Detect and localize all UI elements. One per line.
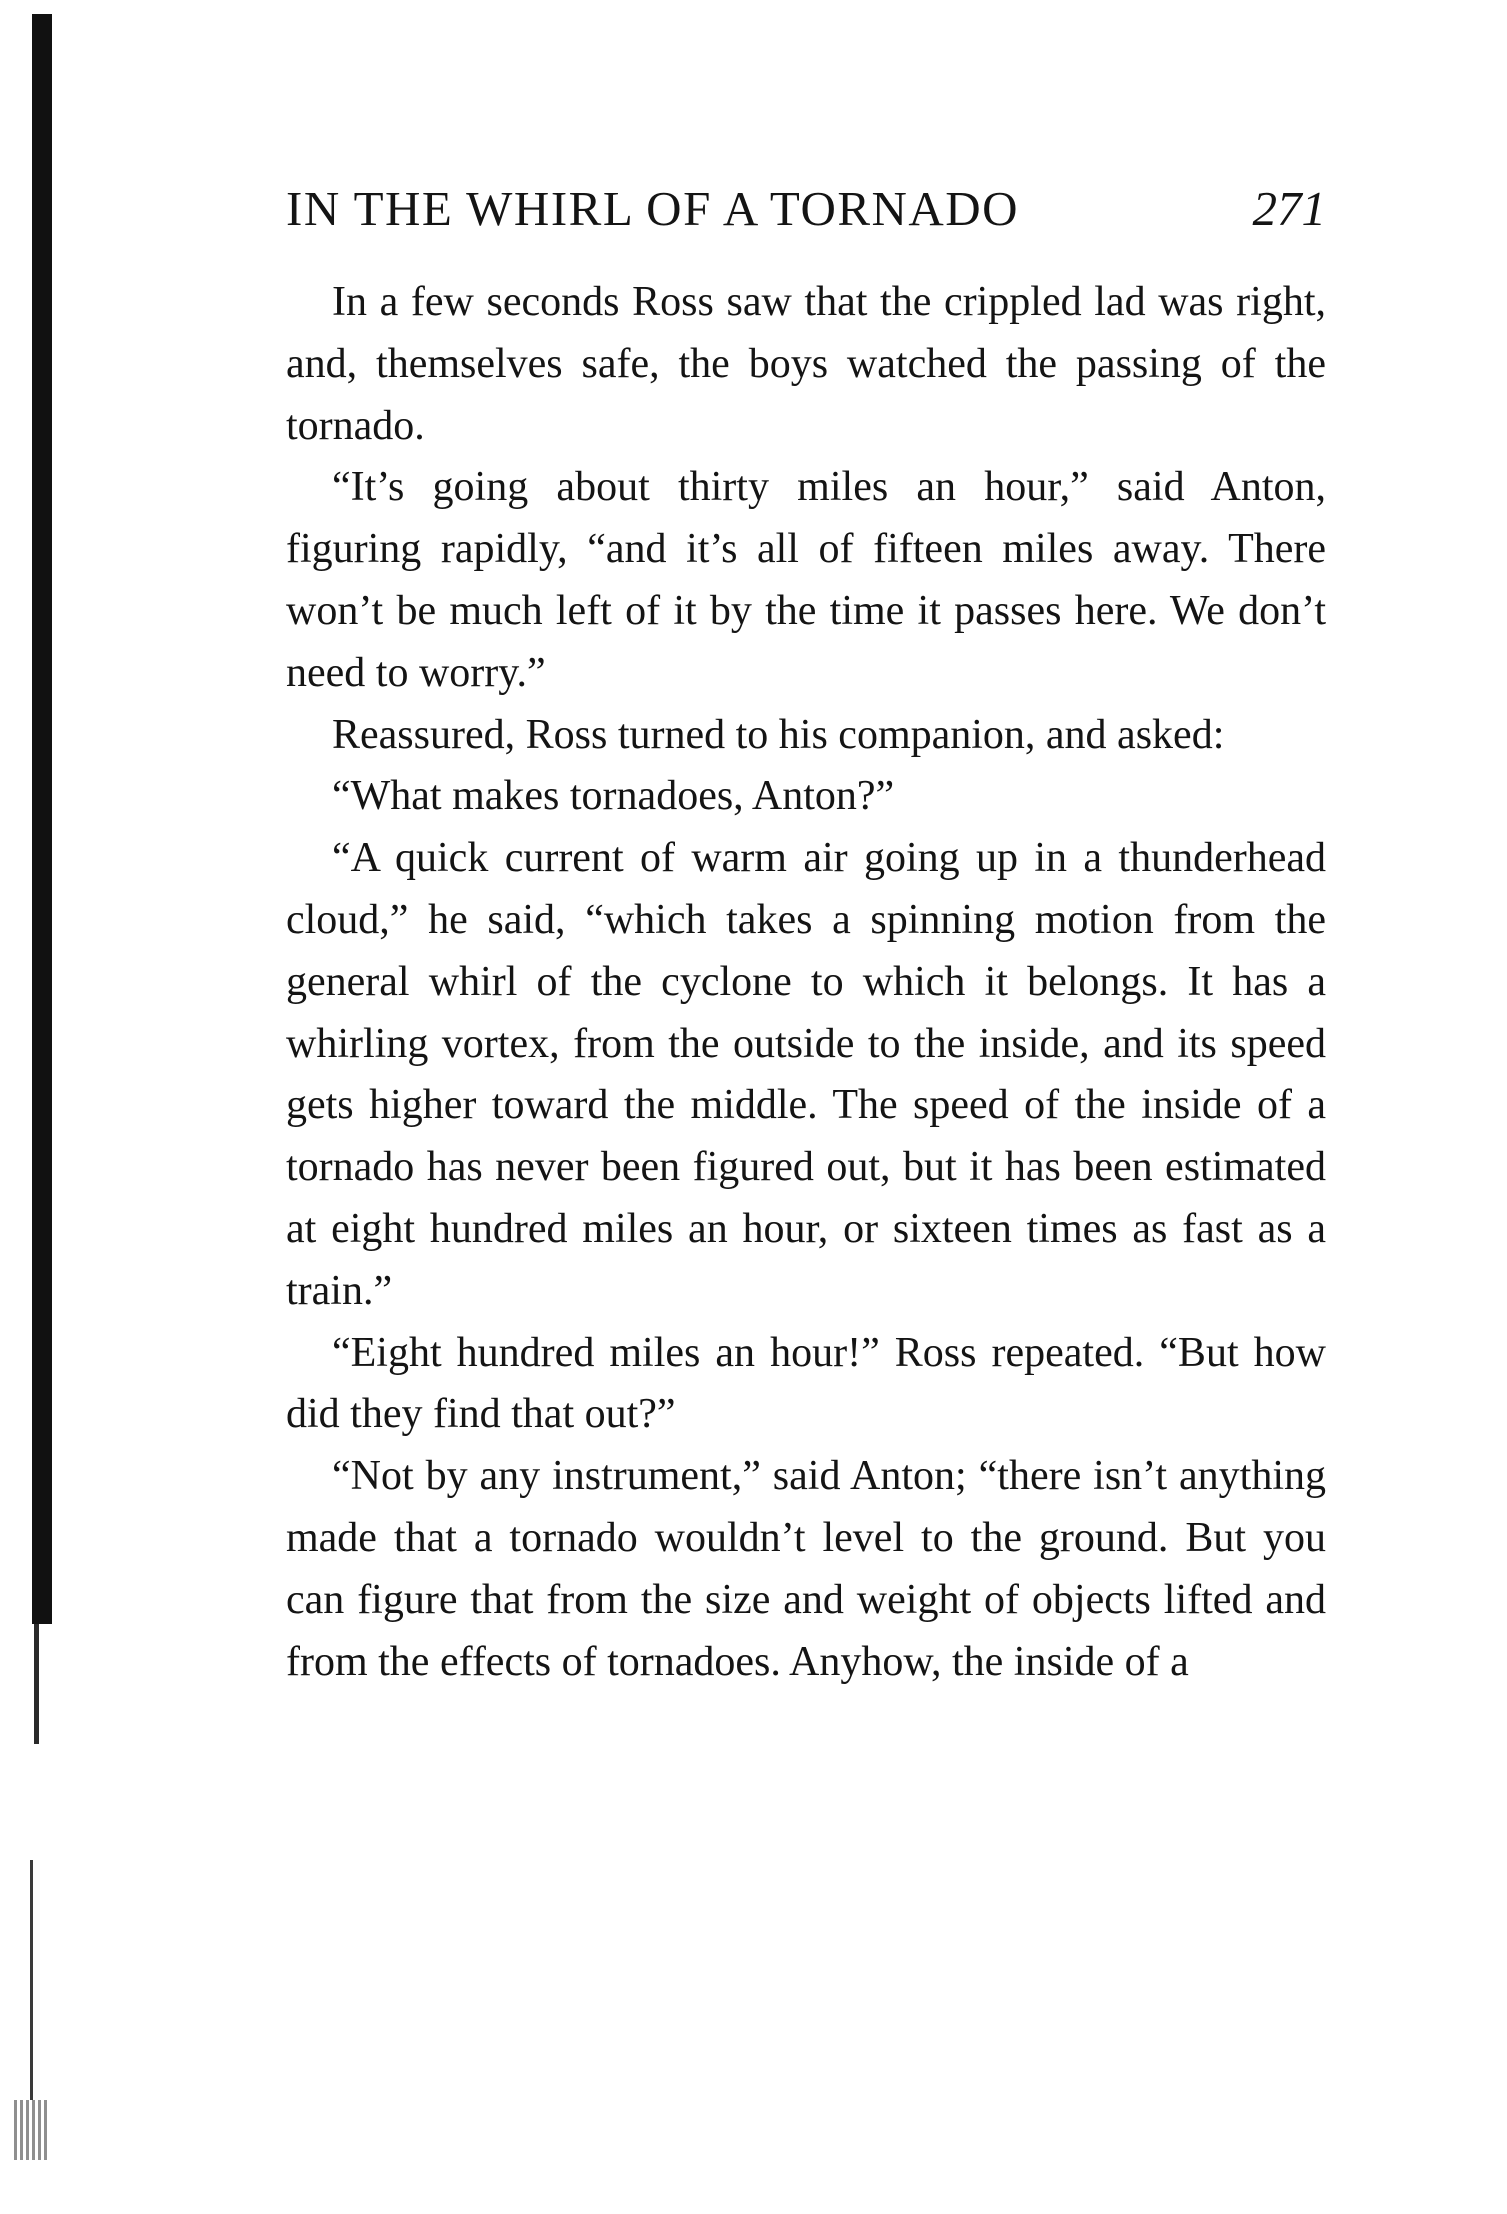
- paragraph: “It’s going about thirty miles an hour,” said Anton, figuring rapidly, “and it’s all of fifteen miles away. There won’t be much left of it by the time it passes here. We don’t need to worry.”: [286, 464, 1326, 696]
- binding-edge-lower-line: [30, 1860, 33, 2100]
- paragraph: Reassured, Ross turned to his companion, and asked:: [332, 711, 1225, 758]
- binding-speckle: [14, 2100, 50, 2160]
- binding-edge: [32, 14, 52, 1624]
- paragraph: “A quick current of warm air going up in a thunderhead cloud,” he said, “which takes a spinning motion from the general whirl of the cyclone to which it belongs. It has a whirling vortex, from the outside to the inside, and its speed gets higher toward the middle. The speed of the inside of a tornado has never been figured out, but it has been estimated at eight hundred miles an hour, or sixteen times as fast as a train.”: [286, 835, 1326, 1314]
- body-text: [286, 272, 1326, 1693]
- paragraph: “Eight hundred miles an hour!” Ross repeated. “But how did they find that out?”: [286, 1329, 1326, 1438]
- page-header: [286, 180, 1326, 240]
- paragraph: In a few seconds Ross saw that the crippled lad was right, and, themselves safe, the boys watched the passing of the tornado.: [286, 279, 1326, 449]
- page-number: 271: [1252, 181, 1326, 236]
- paragraph: “What makes tornadoes, Anton?”: [332, 773, 895, 820]
- binding-edge-shadow: [34, 1624, 39, 1744]
- running-title: IN THE WHIRL OF A TORNADO: [286, 181, 1020, 236]
- paragraph: “Not by any instrument,” said Anton; “there isn’t anything made that a tornado wouldn’t level to the ground. But you can figure that from the size and weight of objects lifted and from the effects of tornadoes. Anyhow, the inside of a: [286, 1453, 1326, 1685]
